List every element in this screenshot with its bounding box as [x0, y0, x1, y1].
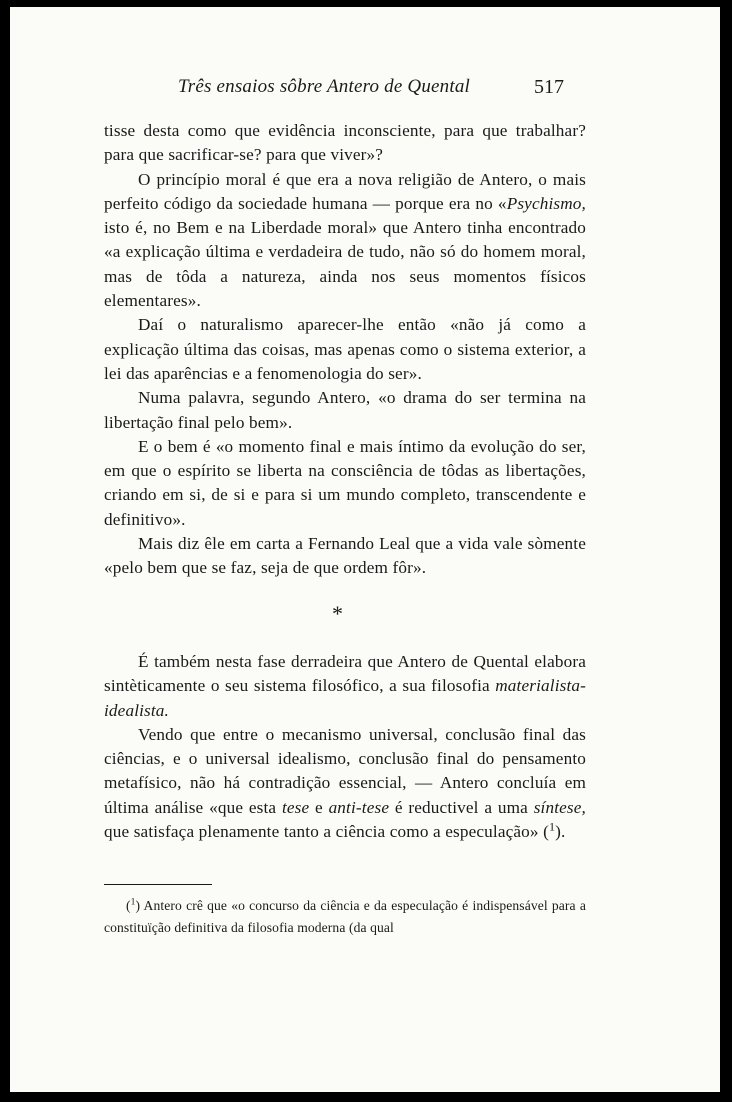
- emphasis-psychismo: Psychismo,: [506, 193, 586, 213]
- paragraph-5: E o bem é «o momento final e mais íntimo da evolução do ser, em que o espírito se liberta na consciência de tôdas as libertações, criando em si, de si e para si um mundo completo, transcendente e definitivo».: [104, 436, 586, 529]
- running-head: [10, 76, 720, 104]
- footnote-marker: 1: [130, 897, 136, 908]
- emphasis-sintese: síntese,: [533, 797, 586, 817]
- paragraph-8: Vendo que entre o mecanismo universal, conclusão final das ciências, e o universal idealismo, conclusão final do pensamento metafísico, não há contradição essencial, — Antero concluía em última análise «que esta tese e anti-tese é reductivel a uma síntese, que satisfaça plenamente tanto a ciência como a especulação» ($^1$).: [104, 724, 586, 842]
- paragraph-4: Numa palavra, segundo Antero, «o drama do ser termina na libertação final pelo bem».: [104, 388, 586, 432]
- book-page: [10, 7, 720, 1092]
- emphasis-tese: tese: [281, 797, 310, 817]
- emphasis-materialista-idealista: materialista-idealista.: [104, 676, 586, 720]
- paragraph-6: Mais diz êle em carta a Fernando Leal que a vida vale sòmente «pelo bem que se faz, seja de que ordem fôr».: [104, 534, 586, 578]
- page-number: 517: [534, 76, 564, 98]
- running-title: Três ensaios sôbre Antero de Quental: [178, 76, 471, 97]
- paragraph-2: O princípio moral é que era a nova religião de Antero, o mais perfeito código da sociedade humana — porque era no «Psychismo, isto é, no Bem e na Liberdade moral» que Antero tinha encontrado «a explicação última e verdadeira de tudo, não só do homem moral, mas de tôda a natureza, ainda nos seus momentos físicos elementares».: [104, 169, 586, 311]
- footnote: [104, 895, 586, 939]
- footnote-reference: 1: [548, 819, 556, 834]
- paragraph-7: É também nesta fase derradeira que Antero de Quental elabora sintèticamente o seu sistema filosófico, a sua filosofia materialista-idealista.: [104, 652, 586, 720]
- paragraph-3: Daí o naturalismo aparecer-lhe então «não já como a explicação última das coisas, mas apenas como o sistema exterior, a lei das aparências e a fenomenologia do ser».: [104, 315, 586, 383]
- main-text-section-1: [104, 119, 586, 581]
- footnote-divider: [104, 884, 212, 885]
- section-separator-asterisk: *: [332, 601, 343, 626]
- footnote-text: ($^1$) Antero crê que «o concurso da ciência e da especulação é indispensável para a constituïção definitiva da filosofia moderna (da qual: [104, 897, 586, 935]
- emphasis-anti-tese: anti-tese: [328, 797, 390, 817]
- paragraph-1: tisse desta como que evidência inconsciente, para que trabalhar? para que sacrificar-se? para que viver»?: [104, 121, 586, 165]
- main-text-section-2: [104, 650, 586, 844]
